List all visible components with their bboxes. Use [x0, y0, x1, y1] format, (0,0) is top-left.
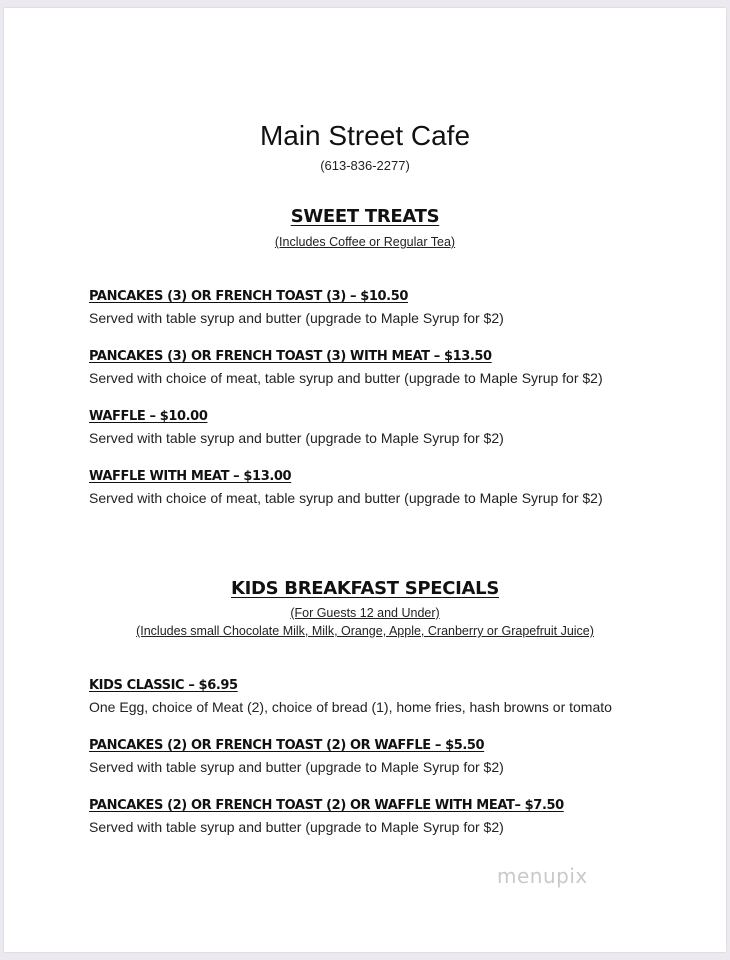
menu-item-name: WAFFLE – $10.00	[89, 409, 208, 424]
sweet-treats-subtitle: (Includes Coffee or Regular Tea)	[274, 235, 456, 249]
page-title: Main Street Cafe	[259, 120, 471, 151]
menu-item-description: Served with choice of meat, table syrup and butter (upgrade to Maple Syrup for $2)	[89, 370, 603, 386]
menu-item-description: Served with table syrup and butter (upgrade to Maple Syrup for $2)	[89, 819, 504, 835]
menu-item-name: WAFFLE WITH MEAT – $13.00	[89, 469, 292, 484]
menu-item-description: Served with table syrup and butter (upgrade to Maple Syrup for $2)	[89, 430, 504, 446]
phone-number: (613-836-2277)	[320, 158, 410, 173]
watermark-logo: menupix	[497, 864, 588, 888]
menu-item-description: Served with choice of meat, table syrup and butter (upgrade to Maple Syrup for $2)	[89, 490, 603, 506]
menu-item-name: KIDS CLASSIC – $6.95	[89, 678, 238, 693]
menu-item-name: PANCAKES (3) OR FRENCH TOAST (3) WITH MEAT – $13.50	[89, 349, 492, 364]
kids-subtitle-age: (For Guests 12 and Under)	[290, 606, 440, 620]
menu-item-description: Served with table syrup and butter (upgrade to Maple Syrup for $2)	[89, 759, 504, 775]
kids-subtitle-drinks: (Includes small Chocolate Milk, Milk, Orange, Apple, Cranberry or Grapefruit Juice)	[136, 624, 594, 638]
menu-item-name: PANCAKES (2) OR FRENCH TOAST (2) OR WAFFLE – $5.50	[89, 738, 485, 753]
menu-item-description: Served with table syrup and butter (upgrade to Maple Syrup for $2)	[89, 310, 504, 326]
menu-item-name: PANCAKES (3) OR FRENCH TOAST (3) – $10.50	[89, 289, 408, 304]
kids-specials-heading: KIDS BREAKFAST SPECIALS	[230, 578, 500, 599]
menu-item-description: One Egg, choice of Meat (2), choice of bread (1), home fries, hash browns or tomato	[89, 699, 612, 715]
sweet-treats-heading: SWEET TREATS	[290, 206, 440, 227]
menu-item-name: PANCAKES (2) OR FRENCH TOAST (2) OR WAFFLE WITH MEAT– $7.50	[89, 798, 564, 813]
